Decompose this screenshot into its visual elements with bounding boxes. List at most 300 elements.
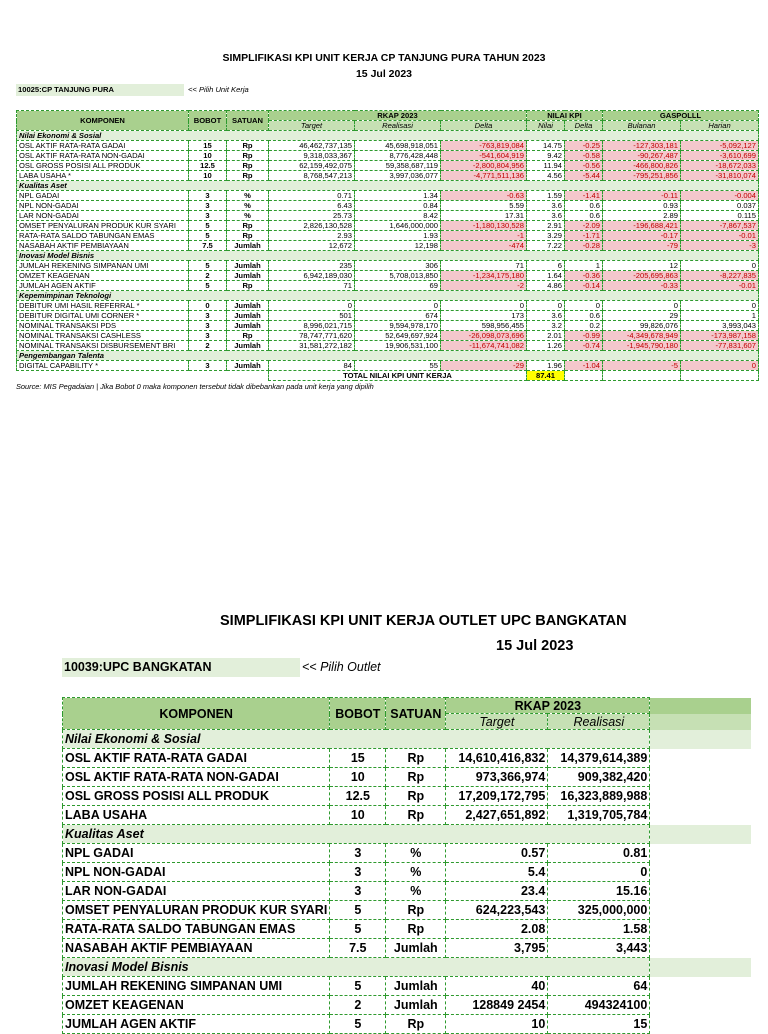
table-row bbox=[17, 151, 759, 161]
section-fill bbox=[650, 730, 752, 749]
cell-satuan: % bbox=[386, 863, 446, 882]
cell-komponen: JUMLAH AGEN AKTIF bbox=[63, 1015, 330, 1034]
cell-bobot: 7.5 bbox=[330, 939, 386, 958]
empty-cell bbox=[603, 371, 681, 381]
cell-bulanan: -1,945,790,180 bbox=[603, 341, 681, 351]
table-row bbox=[17, 321, 759, 331]
cell-bulanan: -79 bbox=[603, 241, 681, 251]
cell-harian: -7,867,537 bbox=[681, 221, 759, 231]
cell-harian: -0.01 bbox=[681, 231, 759, 241]
cell-harian: 0 bbox=[681, 361, 759, 371]
section-fill bbox=[650, 825, 752, 844]
table-row bbox=[17, 281, 759, 291]
col-header-bobot: BOBOT bbox=[189, 111, 227, 131]
col-header-komponen: KOMPONEN bbox=[63, 698, 330, 730]
cell-target: 501 bbox=[269, 311, 355, 321]
empty-cell bbox=[650, 768, 752, 787]
report1-unit-hint: << Pilih Unit Kerja bbox=[188, 85, 249, 94]
cell-bobot: 5 bbox=[189, 221, 227, 231]
empty-cell bbox=[650, 749, 752, 768]
table-row bbox=[63, 1015, 752, 1034]
cell-komponen: RATA-RATA SALDO TABUNGAN EMAS bbox=[17, 231, 189, 241]
cell-nilai: 3.6 bbox=[527, 201, 565, 211]
cell-target: 8,996,021,715 bbox=[269, 321, 355, 331]
cell-bobot: 0 bbox=[189, 301, 227, 311]
cell-harian: -77,831,607 bbox=[681, 341, 759, 351]
total-label: TOTAL NILAI KPI UNIT KERJA bbox=[269, 371, 527, 381]
cell-realisasi: 5,708,013,850 bbox=[355, 271, 441, 281]
cell-target: 9,318,033,367 bbox=[269, 151, 355, 161]
empty-cell bbox=[565, 371, 603, 381]
cell-bobot: 2 bbox=[330, 996, 386, 1015]
cell-target: 2,826,130,528 bbox=[269, 221, 355, 231]
table-row bbox=[17, 241, 759, 251]
cell-satuan: Rp bbox=[386, 768, 446, 787]
cell-satuan: Jumlah bbox=[227, 301, 269, 311]
col-header-gaspolll: GASPOLLL bbox=[603, 111, 759, 121]
cell-delta: -2 bbox=[441, 281, 527, 291]
cell-realisasi: 325,000,000 bbox=[548, 901, 650, 920]
report1-title: SIMPLIFIKASI KPI UNIT KERJA CP TANJUNG PURA TAHUN 2023 bbox=[222, 52, 546, 64]
cell-bobot: 3 bbox=[330, 882, 386, 901]
cell-target: 62,159,492,075 bbox=[269, 161, 355, 171]
cell-komponen: OSL GROSS POSISI ALL PRODUK bbox=[63, 787, 330, 806]
cell-harian: -18,672,033 bbox=[681, 161, 759, 171]
cell-bulanan: 2.89 bbox=[603, 211, 681, 221]
cell-realisasi: 0 bbox=[355, 301, 441, 311]
cell-bobot: 10 bbox=[189, 171, 227, 181]
cell-target: 40 bbox=[446, 977, 548, 996]
section-row bbox=[17, 131, 759, 141]
cell-realisasi: 69 bbox=[355, 281, 441, 291]
cell-komponen: JUMLAH REKENING SIMPANAN UMI bbox=[63, 977, 330, 996]
cell-target: 10 bbox=[446, 1015, 548, 1034]
cell-delta-kpi: -0.74 bbox=[565, 341, 603, 351]
section-row bbox=[63, 825, 752, 844]
section-row bbox=[63, 730, 752, 749]
cell-komponen: OMZET KEAGENAN bbox=[63, 996, 330, 1015]
cell-bulanan: 0 bbox=[603, 301, 681, 311]
table-row bbox=[17, 221, 759, 231]
cell-satuan: Rp bbox=[227, 281, 269, 291]
empty-cell bbox=[650, 863, 752, 882]
cell-satuan: Rp bbox=[386, 806, 446, 825]
cell-komponen: NPL NON-GADAI bbox=[63, 863, 330, 882]
cell-komponen: NPL GADAI bbox=[63, 844, 330, 863]
cell-komponen: OSL AKTIF RATA-RATA NON-GADAI bbox=[17, 151, 189, 161]
cell-satuan: Rp bbox=[386, 749, 446, 768]
empty-cell bbox=[650, 920, 752, 939]
cell-realisasi: 3,443 bbox=[548, 939, 650, 958]
cell-target: 17,209,172,795 bbox=[446, 787, 548, 806]
cell-satuan: Jumlah bbox=[227, 361, 269, 371]
section-label: Nilai Ekonomi & Sosial bbox=[63, 730, 650, 749]
cell-harian: 1 bbox=[681, 311, 759, 321]
cell-bobot: 3 bbox=[189, 201, 227, 211]
cell-nilai: 7.22 bbox=[527, 241, 565, 251]
cell-delta-kpi: 0.6 bbox=[565, 201, 603, 211]
cell-nilai: 1.59 bbox=[527, 191, 565, 201]
cell-delta: 173 bbox=[441, 311, 527, 321]
table-row bbox=[63, 787, 752, 806]
cell-delta: -1 bbox=[441, 231, 527, 241]
cell-bobot: 5 bbox=[330, 901, 386, 920]
cell-delta: 598,956,455 bbox=[441, 321, 527, 331]
cell-harian: 0 bbox=[681, 301, 759, 311]
cell-realisasi: 1.34 bbox=[355, 191, 441, 201]
cell-komponen: OSL AKTIF RATA-RATA GADAI bbox=[63, 749, 330, 768]
table-row bbox=[17, 201, 759, 211]
cell-target: 973,366,974 bbox=[446, 768, 548, 787]
cell-delta-kpi: -1.04 bbox=[565, 361, 603, 371]
cell-bobot: 5 bbox=[330, 920, 386, 939]
col-header-satuan: SATUAN bbox=[227, 111, 269, 131]
table-row bbox=[63, 806, 752, 825]
col-header-rkap: RKAP 2023 bbox=[446, 698, 650, 714]
cell-satuan: Rp bbox=[227, 141, 269, 151]
cell-bobot: 5 bbox=[189, 261, 227, 271]
cell-delta-kpi: -2.09 bbox=[565, 221, 603, 231]
table-row bbox=[17, 191, 759, 201]
cell-nilai: 3.6 bbox=[527, 311, 565, 321]
cell-target: 78,747,771,620 bbox=[269, 331, 355, 341]
header-fill bbox=[650, 698, 752, 714]
cell-satuan: Rp bbox=[227, 151, 269, 161]
cell-satuan: % bbox=[386, 844, 446, 863]
table-row bbox=[17, 211, 759, 221]
cell-komponen: LABA USAHA * bbox=[17, 171, 189, 181]
cell-harian: 0.115 bbox=[681, 211, 759, 221]
col-header-bulanan: Bulanan bbox=[603, 121, 681, 131]
cell-satuan: Rp bbox=[386, 787, 446, 806]
cell-bobot: 3 bbox=[189, 321, 227, 331]
cell-realisasi: 0 bbox=[548, 863, 650, 882]
cell-bulanan: 0.93 bbox=[603, 201, 681, 211]
cell-realisasi: 674 bbox=[355, 311, 441, 321]
cell-bobot: 3 bbox=[189, 191, 227, 201]
report1-date: 15 Jul 2023 bbox=[355, 68, 413, 80]
cell-bulanan: -196,688,421 bbox=[603, 221, 681, 231]
cell-bulanan: -466,800,826 bbox=[603, 161, 681, 171]
cell-satuan: Jumlah bbox=[227, 241, 269, 251]
cell-realisasi: 0.84 bbox=[355, 201, 441, 211]
cell-delta-kpi: 1 bbox=[565, 261, 603, 271]
cell-bobot: 3 bbox=[330, 844, 386, 863]
cell-realisasi: 909,382,420 bbox=[548, 768, 650, 787]
cell-target: 46,462,737,135 bbox=[269, 141, 355, 151]
cell-delta: -1,234,175,180 bbox=[441, 271, 527, 281]
table-row bbox=[63, 844, 752, 863]
section-row bbox=[17, 181, 759, 191]
report2-kpi-table bbox=[62, 697, 752, 1034]
cell-bobot: 3 bbox=[189, 211, 227, 221]
cell-target: 2,427,651,892 bbox=[446, 806, 548, 825]
cell-bobot: 7.5 bbox=[189, 241, 227, 251]
cell-delta: -2,800,804,956 bbox=[441, 161, 527, 171]
cell-komponen: NPL GADAI bbox=[17, 191, 189, 201]
cell-bobot: 5 bbox=[330, 977, 386, 996]
cell-nilai: 6 bbox=[527, 261, 565, 271]
cell-delta-kpi: -0.25 bbox=[565, 141, 603, 151]
cell-delta-kpi: 0 bbox=[565, 301, 603, 311]
cell-satuan: Rp bbox=[227, 161, 269, 171]
cell-bulanan: -4,349,678,949 bbox=[603, 331, 681, 341]
cell-bulanan: -90,267,487 bbox=[603, 151, 681, 161]
cell-realisasi: 19,906,531,100 bbox=[355, 341, 441, 351]
cell-nilai: 11.94 bbox=[527, 161, 565, 171]
section-label: Pengembangan Talenta bbox=[17, 351, 759, 361]
cell-bobot: 3 bbox=[330, 863, 386, 882]
cell-delta: -26,098,073,696 bbox=[441, 331, 527, 341]
cell-realisasi: 1.93 bbox=[355, 231, 441, 241]
cell-target: 0.57 bbox=[446, 844, 548, 863]
cell-satuan: Rp bbox=[227, 171, 269, 181]
cell-delta-kpi: -0.56 bbox=[565, 161, 603, 171]
cell-satuan: Jumlah bbox=[227, 271, 269, 281]
cell-delta: 71 bbox=[441, 261, 527, 271]
report2-date: 15 Jul 2023 bbox=[496, 638, 574, 654]
cell-komponen: NOMINAL TRANSAKSI CASHLESS bbox=[17, 331, 189, 341]
cell-realisasi: 59,358,687,119 bbox=[355, 161, 441, 171]
col-header-target: Target bbox=[269, 121, 355, 131]
cell-target: 12,672 bbox=[269, 241, 355, 251]
cell-delta-kpi: 0.2 bbox=[565, 321, 603, 331]
cell-realisasi: 16,323,889,988 bbox=[548, 787, 650, 806]
cell-komponen: LAR NON-GADAI bbox=[17, 211, 189, 221]
cell-realisasi: 1,319,705,784 bbox=[548, 806, 650, 825]
cell-komponen: NOMINAL TRANSAKSI PDS bbox=[17, 321, 189, 331]
cell-komponen: OMSET PENYALURAN PRODUK KUR SYARI bbox=[63, 901, 330, 920]
table-row bbox=[17, 331, 759, 341]
report1-source-note: Source: MIS Pegadaian | Jika Bobot 0 maka komponen tersebut tidak dibebankan pada unit kerja yang dipilih bbox=[16, 382, 374, 391]
cell-satuan: % bbox=[227, 211, 269, 221]
cell-harian: -31,810,074 bbox=[681, 171, 759, 181]
cell-bobot: 10 bbox=[330, 806, 386, 825]
cell-bobot: 15 bbox=[189, 141, 227, 151]
table-row bbox=[17, 141, 759, 151]
cell-nilai: 1.26 bbox=[527, 341, 565, 351]
cell-delta: -541,604,919 bbox=[441, 151, 527, 161]
cell-nilai: 3.6 bbox=[527, 211, 565, 221]
report1-unit-selector[interactable]: 10025:CP TANJUNG PURA bbox=[16, 84, 184, 96]
cell-nilai: 2.01 bbox=[527, 331, 565, 341]
cell-komponen: NASABAH AKTIF PEMBIAYAAN bbox=[63, 939, 330, 958]
cell-realisasi: 14,379,614,389 bbox=[548, 749, 650, 768]
section-label: Inovasi Model Bisnis bbox=[63, 958, 650, 977]
cell-delta: -29 bbox=[441, 361, 527, 371]
empty-cell bbox=[681, 371, 759, 381]
cell-delta-kpi: -1.41 bbox=[565, 191, 603, 201]
cell-komponen: OSL AKTIF RATA-RATA NON-GADAI bbox=[63, 768, 330, 787]
table-row bbox=[63, 939, 752, 958]
cell-satuan: % bbox=[227, 201, 269, 211]
table-row bbox=[17, 231, 759, 241]
cell-realisasi: 8.42 bbox=[355, 211, 441, 221]
table-row bbox=[63, 768, 752, 787]
cell-target: 0.71 bbox=[269, 191, 355, 201]
col-header-nilai-kpi: NILAI KPI bbox=[527, 111, 603, 121]
cell-delta: 0 bbox=[441, 301, 527, 311]
cell-realisasi: 3,997,036,077 bbox=[355, 171, 441, 181]
cell-delta-kpi: -5.44 bbox=[565, 171, 603, 181]
cell-target: 6.43 bbox=[269, 201, 355, 211]
cell-harian: -8,227,835 bbox=[681, 271, 759, 281]
cell-realisasi: 494324100 bbox=[548, 996, 650, 1015]
report1-kpi-table bbox=[16, 110, 759, 381]
col-header-realisasi: Realisasi bbox=[548, 714, 650, 730]
cell-realisasi: 306 bbox=[355, 261, 441, 271]
table-row bbox=[17, 361, 759, 371]
table-row bbox=[17, 261, 759, 271]
total-row bbox=[17, 371, 759, 381]
section-fill bbox=[650, 958, 752, 977]
cell-komponen: OSL AKTIF RATA-RATA GADAI bbox=[17, 141, 189, 151]
cell-bulanan: 29 bbox=[603, 311, 681, 321]
cell-nilai: 1.64 bbox=[527, 271, 565, 281]
empty-cell bbox=[650, 882, 752, 901]
cell-komponen: NPL NON-GADAI bbox=[17, 201, 189, 211]
empty-cell bbox=[650, 939, 752, 958]
table-row bbox=[63, 882, 752, 901]
table-row bbox=[17, 271, 759, 281]
cell-komponen: DIGITAL CAPABILITY * bbox=[17, 361, 189, 371]
cell-realisasi: 9,594,978,170 bbox=[355, 321, 441, 331]
cell-delta-kpi: -0.58 bbox=[565, 151, 603, 161]
cell-harian: 0.037 bbox=[681, 201, 759, 211]
cell-bobot: 10 bbox=[330, 768, 386, 787]
col-header-satuan: SATUAN bbox=[386, 698, 446, 730]
cell-bobot: 15 bbox=[330, 749, 386, 768]
cell-delta: -11,674,741,082 bbox=[441, 341, 527, 351]
cell-bobot: 2 bbox=[189, 271, 227, 281]
cell-satuan: Rp bbox=[386, 901, 446, 920]
table-row bbox=[63, 749, 752, 768]
section-label: Kepemimpinan Teknologi bbox=[17, 291, 759, 301]
cell-nilai: 3.2 bbox=[527, 321, 565, 331]
cell-target: 8,768,547,213 bbox=[269, 171, 355, 181]
cell-bobot: 5 bbox=[189, 281, 227, 291]
cell-realisasi: 12,198 bbox=[355, 241, 441, 251]
cell-komponen: OMZET KEAGENAN bbox=[17, 271, 189, 281]
section-label: Nilai Ekonomi & Sosial bbox=[17, 131, 759, 141]
cell-harian: 0 bbox=[681, 261, 759, 271]
cell-satuan: Rp bbox=[227, 331, 269, 341]
cell-target: 235 bbox=[269, 261, 355, 271]
table-row bbox=[17, 171, 759, 181]
cell-komponen: JUMLAH REKENING SIMPANAN UMI bbox=[17, 261, 189, 271]
cell-realisasi: 52,649,697,924 bbox=[355, 331, 441, 341]
cell-delta-kpi: -0.36 bbox=[565, 271, 603, 281]
cell-bobot: 12.5 bbox=[189, 161, 227, 171]
cell-bulanan: -0.33 bbox=[603, 281, 681, 291]
empty-cell bbox=[650, 977, 752, 996]
section-label: Kualitas Aset bbox=[63, 825, 650, 844]
empty-cell bbox=[650, 1015, 752, 1034]
cell-realisasi: 1,646,000,000 bbox=[355, 221, 441, 231]
cell-harian: 3,993,043 bbox=[681, 321, 759, 331]
cell-komponen: LAR NON-GADAI bbox=[63, 882, 330, 901]
cell-nilai: 14.75 bbox=[527, 141, 565, 151]
cell-bulanan: -5 bbox=[603, 361, 681, 371]
cell-komponen: NOMINAL TRANSAKSI DISBURSEMENT BRI bbox=[17, 341, 189, 351]
cell-harian: -5,092,127 bbox=[681, 141, 759, 151]
cell-target: 2.93 bbox=[269, 231, 355, 241]
cell-realisasi: 15 bbox=[548, 1015, 650, 1034]
report2-unit-hint: << Pilih Outlet bbox=[302, 660, 381, 674]
cell-bulanan: -205,695,863 bbox=[603, 271, 681, 281]
col-header-nilai: Nilai bbox=[527, 121, 565, 131]
cell-realisasi: 15.16 bbox=[548, 882, 650, 901]
cell-realisasi: 1.58 bbox=[548, 920, 650, 939]
cell-realisasi: 55 bbox=[355, 361, 441, 371]
cell-satuan: Jumlah bbox=[227, 261, 269, 271]
cell-satuan: % bbox=[386, 882, 446, 901]
section-row bbox=[17, 291, 759, 301]
section-row bbox=[63, 958, 752, 977]
col-header-rkap: RKAP 2023 bbox=[269, 111, 527, 121]
cell-bobot: 3 bbox=[189, 331, 227, 341]
cell-realisasi: 0.81 bbox=[548, 844, 650, 863]
cell-nilai: 1.96 bbox=[527, 361, 565, 371]
empty-cell bbox=[650, 787, 752, 806]
cell-satuan: Jumlah bbox=[386, 977, 446, 996]
cell-realisasi: 8,776,428,448 bbox=[355, 151, 441, 161]
table-row bbox=[17, 311, 759, 321]
cell-satuan: Rp bbox=[386, 1015, 446, 1034]
report2-unit-selector[interactable]: 10039:UPC BANGKATAN bbox=[62, 658, 300, 677]
col-header-delta-kpi: Delta bbox=[565, 121, 603, 131]
table-row bbox=[63, 863, 752, 882]
empty-cell bbox=[650, 901, 752, 920]
cell-delta: -1,180,130,528 bbox=[441, 221, 527, 231]
cell-bulanan: -127,303,181 bbox=[603, 141, 681, 151]
cell-komponen: RATA-RATA SALDO TABUNGAN EMAS bbox=[63, 920, 330, 939]
cell-komponen: JUMLAH AGEN AKTIF bbox=[17, 281, 189, 291]
col-header-harian: Harian bbox=[681, 121, 759, 131]
cell-nilai: 4.86 bbox=[527, 281, 565, 291]
cell-delta-kpi: -1.71 bbox=[565, 231, 603, 241]
cell-target: 84 bbox=[269, 361, 355, 371]
cell-delta-kpi: -0.28 bbox=[565, 241, 603, 251]
cell-bobot: 10 bbox=[189, 151, 227, 161]
col-header-komponen: KOMPONEN bbox=[17, 111, 189, 131]
cell-target: 14,610,416,832 bbox=[446, 749, 548, 768]
cell-realisasi: 64 bbox=[548, 977, 650, 996]
cell-delta-kpi: -0.99 bbox=[565, 331, 603, 341]
cell-komponen: OSL GROSS POSISI ALL PRODUK bbox=[17, 161, 189, 171]
cell-komponen: DEBITUR UMI HASIL REFERRAL * bbox=[17, 301, 189, 311]
cell-bobot: 3 bbox=[189, 361, 227, 371]
table-row bbox=[17, 301, 759, 311]
table-row bbox=[17, 341, 759, 351]
col-header-delta: Delta bbox=[441, 121, 527, 131]
cell-target: 3,795 bbox=[446, 939, 548, 958]
cell-delta: -4,771,511,136 bbox=[441, 171, 527, 181]
col-header-bobot: BOBOT bbox=[330, 698, 386, 730]
cell-nilai: 9.42 bbox=[527, 151, 565, 161]
cell-bulanan: -0.17 bbox=[603, 231, 681, 241]
cell-target: 5.4 bbox=[446, 863, 548, 882]
header-fill bbox=[650, 714, 752, 730]
cell-komponen: NASABAH AKTIF PEMBIAYAAN bbox=[17, 241, 189, 251]
col-header-realisasi: Realisasi bbox=[355, 121, 441, 131]
cell-nilai: 0 bbox=[527, 301, 565, 311]
cell-bulanan: 99,826,076 bbox=[603, 321, 681, 331]
cell-bobot: 2 bbox=[189, 341, 227, 351]
cell-bobot: 3 bbox=[189, 311, 227, 321]
cell-nilai: 2.91 bbox=[527, 221, 565, 231]
cell-target: 25.73 bbox=[269, 211, 355, 221]
